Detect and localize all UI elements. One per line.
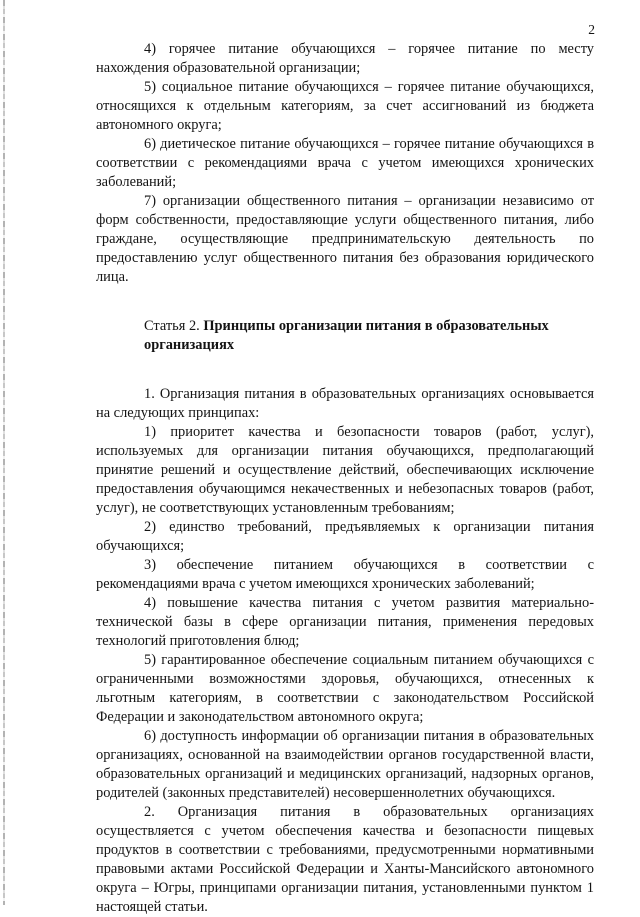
scan-edge-artifact (3, 0, 5, 905)
page-number: 2 (588, 22, 595, 37)
principle-item-1: 1) приоритет качества и безопасности товаров (работ, услуг), используемых для организации питания обучающихся, предполагающий принятие решений и осуществление действий, обеспечивающих исключение предоставления обучающимся некачественных и небезопасных товаров (работ, услуг), не соответствующих установленным требованиям; (96, 424, 594, 516)
principle-item-5: 5) гарантированное обеспечение социальным питанием обучающихся с ограниченными возможностями здоровья, обучающихся, отнесенных к льготным категориям, в соответствии с законодательством Российской Федерации и законодательством автономного округа; (96, 652, 594, 725)
definition-item-7: 7) организации общественного питания – организации независимо от форм собственности, предоставляющие услуги общественного питания, либо граждане, осуществляющие предпринимательскую деятельность по предоставлению услуг общественного питания без образования юридического лица. (96, 193, 594, 285)
principle-item-2: 2) единство требований, предъявляемых к организации питания обучающихся; (96, 519, 594, 554)
document-body (96, 40, 594, 917)
article-title: Принципы организации питания в образовательных организациях (144, 318, 549, 353)
principle-item-3: 3) обеспечение питанием обучающихся в соответствии с рекомендациями врача с учетом имеющихся хронических заболеваний; (96, 557, 594, 592)
definition-item-4: 4) горячее питание обучающихся – горячее питание по месту нахождения образовательной организации; (96, 41, 594, 76)
definition-item-6: 6) диетическое питание обучающихся – горячее питание обучающихся в соответствии с рекомендациями врача с учетом имеющихся хронических заболеваний; (96, 136, 594, 190)
article-label: Статья 2. (144, 318, 200, 334)
clause-2-text: 2. Организация питания в образовательных организациях осуществляется с учетом обеспечения качества и безопасности пищевых продуктов в соответствии с требованиями, предусмотренными нормативными правовыми актами Российской Федерации и Ханты-Мансийского автономного округа – Югры, принципами организации питания, установленными пунктом 1 настоящей статьи. (96, 804, 594, 915)
article-heading (96, 317, 594, 355)
clause-1-intro: 1. Организация питания в образовательных организациях основывается на следующих принципах: (96, 386, 594, 421)
definition-item-5: 5) социальное питание обучающихся – горячее питание обучающихся, относящихся к отдельным категориям, за счет ассигнований из бюджета автономного округа; (96, 79, 594, 133)
principle-item-6: 6) доступность информации об организации питания в образовательных организациях, основанной на взаимодействии органов государственной власти, образовательных организаций и медицинских организаций, надзорных органов, родителей (законных представителей) несовершеннолетних обучающихся. (96, 728, 594, 801)
principle-item-4: 4) повышение качества питания с учетом развития материально-технической базы в сфере организации питания, применения передовых технологий приготовления блюд; (96, 595, 594, 649)
